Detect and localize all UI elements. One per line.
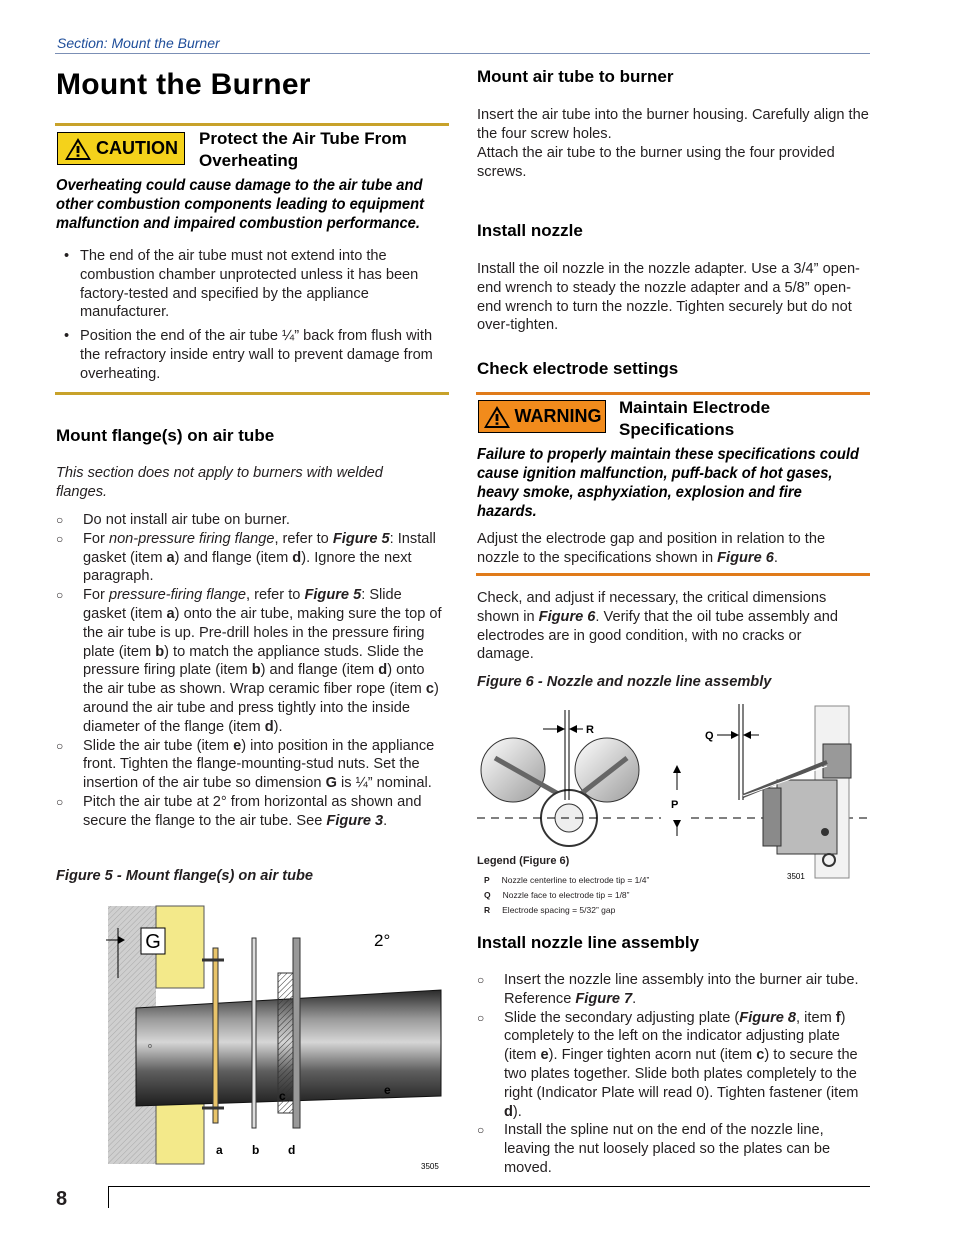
airtube-paragraph-2: Attach the air tube to the burner using the four provided screws. <box>477 145 835 180</box>
flange-steps <box>56 511 444 831</box>
label-g: G <box>145 931 161 953</box>
warning-top-rule <box>476 392 870 395</box>
caution-badge <box>57 132 185 165</box>
airtube-heading: Mount air tube to burner <box>477 67 674 86</box>
label-p: P <box>671 799 679 811</box>
list-item: • The end of the air tube must not extend into the combustion chamber unprotected unless it has been factory-tested and specified by the appliance manufacturer. <box>64 248 419 321</box>
flange-heading: Mount flange(s) on air tube <box>56 426 275 445</box>
list-item: ○ Slide the air tube (item e) into position in the appliance front. Tighten the flange-mounting-stud nuts. Set the insertion of the air tube so dimension G is ¼” nominal. <box>56 737 435 792</box>
label-angle: 2° <box>374 931 391 950</box>
caution-heading: Protect the Air Tube From Overheating <box>199 129 407 170</box>
electrode-heading: Check electrode settings <box>477 359 679 378</box>
nozzleline-steps <box>477 971 872 1178</box>
figure-5-caption: Figure 5 - Mount flange(s) on air tube <box>56 868 314 884</box>
figure-5-number: 3505 <box>421 1162 439 1171</box>
list-item: ○ For pressure-firing flange, refer to Figure 5: Slide gasket (item a) onto the air tube, making sure the top of the air tube is up. Pre-drill holes in the pressure firing plate (item b) to match the appliance studs. Slide the pressure firing plate (item b) and flange (item d) onto the air tube as shown. Wrap ceramic fiber rope (item c) around the air tube and press tightly into the inside diameter of the flange (item d). <box>56 587 442 735</box>
page-title: Mount the Burner <box>56 68 311 101</box>
list-item: ○ Slide the secondary adjusting plate (Figure 8, item f) completely to the left on the indicator adjusting plate (item e). Finger tighten acorn nut (item c) to secure the two plates together. Slide both plates completely to the right (Indicator Plate will read 0). Tighten fastener (item d). <box>477 1009 859 1120</box>
list-item: ○ Install the spline nut on the end of the nozzle line, leaving the nut loosely placed so the plates can be moved. <box>477 1122 831 1176</box>
warning-text: Failure to properly maintain these specifications could cause ignition malfunction, puff-back of hot gases, heavy smoke, asphyxiation, explosion and fire hazards. <box>477 446 859 520</box>
nozzle-heading: Install nozzle <box>477 221 583 240</box>
airtube-paragraph-1: Insert the air tube into the burner housing. Carefully align the the four screw holes. <box>477 107 869 142</box>
list-item: ○ For non-pressure firing flange, refer to Figure 5: Install gasket (item a) and flange (item d). Ignore the next paragraph. <box>56 530 436 585</box>
electrode-check-paragraph: Check, and adjust if necessary, the critical dimensions shown in Figure 6. Verify that the oil tube assembly and electrodes are in good condition, with no cracks or damage. <box>477 590 838 663</box>
list-item: • Position the end of the air tube ¼” back from flush with the refractory inside entry wall to prevent damage from overheating. <box>64 328 433 382</box>
label-d: d <box>288 1143 296 1157</box>
caution-badge-label: CAUTION <box>96 138 178 158</box>
nozzle-paragraph: Install the oil nozzle in the nozzle adapter. Use a 3/4” open-end wrench to steady the nozzle adapter and a 5/8” open-end wrench to turn the nozzle. Tighten securely but do not over-tighten. <box>477 261 860 334</box>
nozzleline-heading: Install nozzle line assembly <box>477 933 700 952</box>
warning-heading: Maintain Electrode Specifications <box>619 398 771 439</box>
list-item: ○ Insert the nozzle line assembly into the burner air tube. Reference Figure 7. <box>477 972 859 1007</box>
warning-bottom-rule <box>476 573 870 576</box>
figure-6-number: 3501 <box>787 872 805 881</box>
label-e: e <box>384 1083 391 1097</box>
caution-top-rule <box>55 123 449 126</box>
caution-bullet-list <box>58 247 438 384</box>
footer-rule <box>108 1186 870 1187</box>
legend-row-p: P Nozzle centerline to electrode tip = 1/4” <box>484 875 650 885</box>
list-item: ○ Do not install air tube on burner. <box>56 512 290 528</box>
caution-warning-text: Overheating could cause damage to the air tube and other combustion components leading to equipment malfunction and impaired combustion performance. <box>56 177 425 232</box>
figure-5-illustration <box>96 898 448 1173</box>
label-a: a <box>216 1143 223 1157</box>
flange-note: This section does not apply to burners with welded flanges. <box>56 465 383 500</box>
warning-badge-label: WARNING <box>514 406 602 426</box>
label-q: Q <box>705 730 714 742</box>
legend <box>484 875 649 915</box>
warning-triangle-icon <box>483 405 511 429</box>
caution-bottom-rule <box>55 392 449 395</box>
section-label: Section: Mount the Burner <box>57 35 220 51</box>
electrode-adjust-paragraph: Adjust the electrode gap and position in relation to the nozzle to the specifications shown in Figure 6. <box>477 531 826 566</box>
page-number: 8 <box>56 1188 68 1210</box>
legend-row-r: R Electrode spacing = 5/32” gap <box>484 905 616 915</box>
legend-title: Legend (Figure 6) <box>477 855 570 867</box>
label-o: o <box>148 1043 152 1050</box>
footer-divider <box>108 1186 109 1208</box>
label-c: c <box>279 1089 286 1103</box>
legend-row-q: Q Nozzle face to electrode tip = 1/8” <box>484 890 630 900</box>
list-item: ○ Pitch the air tube at 2° from horizontal as shown and secure the flange to the air tube. See Figure 3. <box>56 793 422 829</box>
figure-6-caption: Figure 6 - Nozzle and nozzle line assembly <box>477 674 772 690</box>
warning-badge <box>478 400 606 433</box>
label-r: R <box>586 724 594 736</box>
header-rule <box>55 53 870 54</box>
label-b: b <box>252 1143 260 1157</box>
warning-triangle-icon <box>64 137 92 161</box>
